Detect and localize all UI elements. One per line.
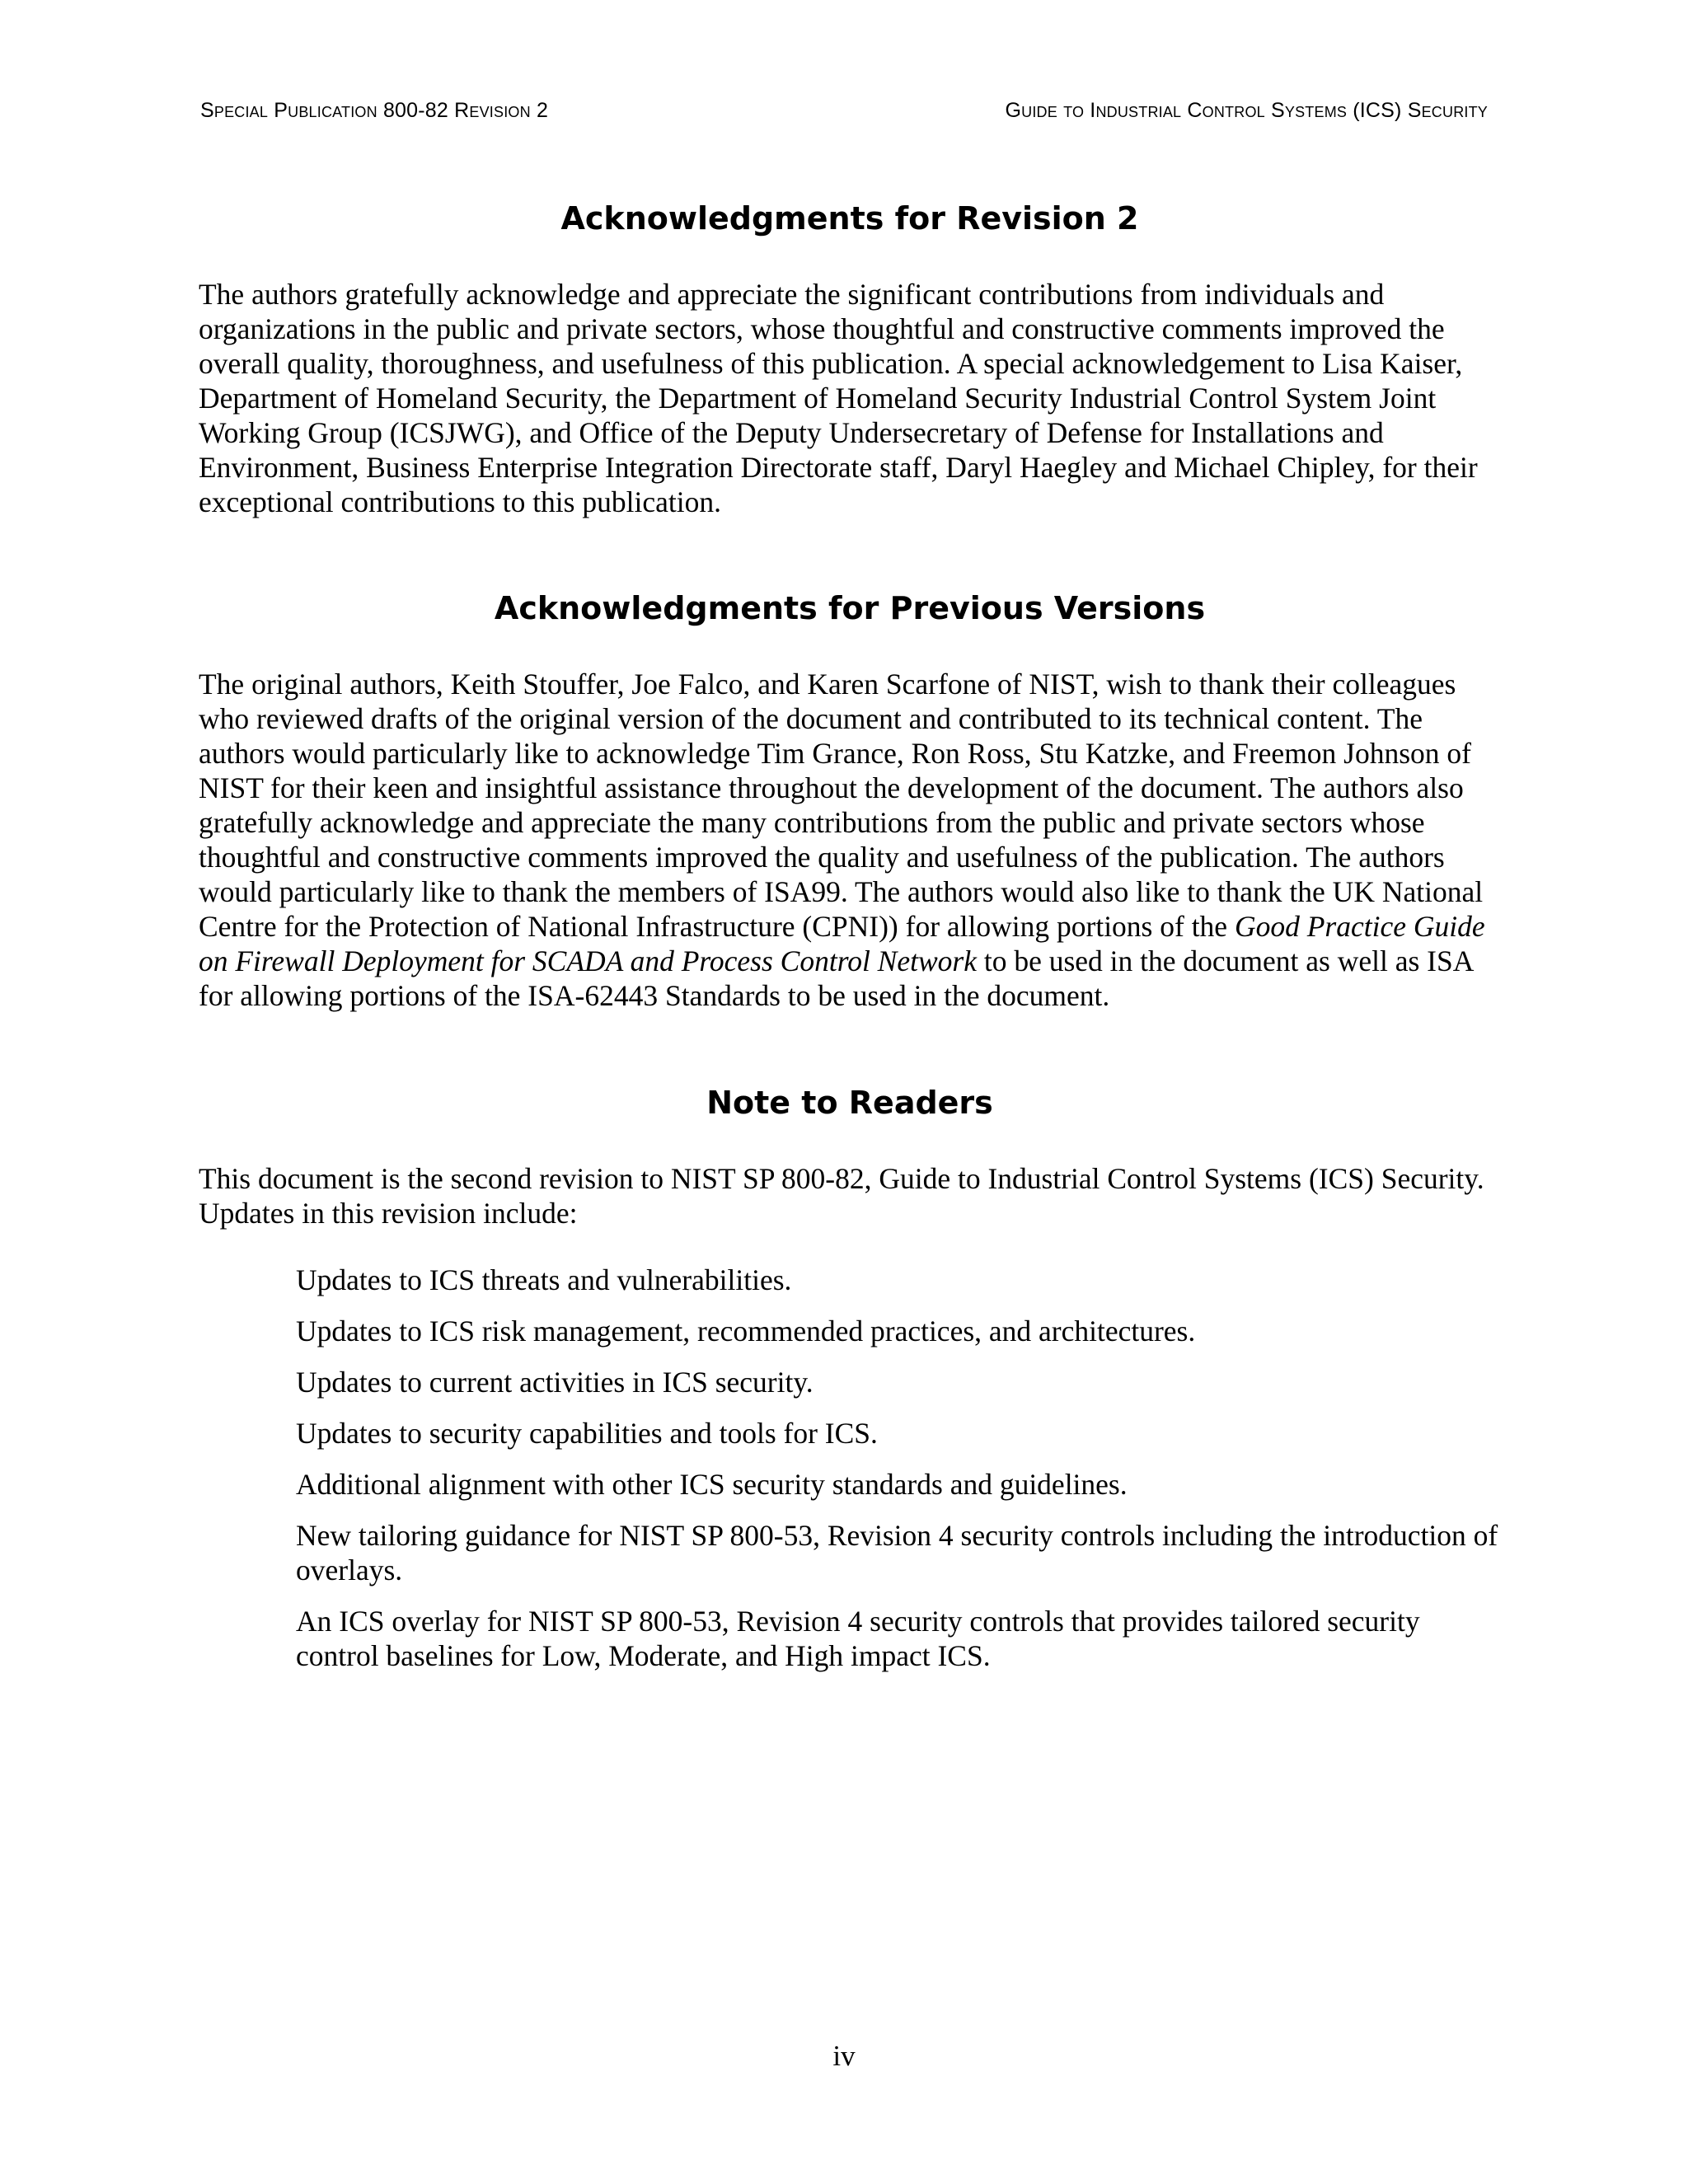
paragraph-acknowledgments-previous-versions [199, 667, 1501, 1013]
previous-text-start: The original authors, Keith Stouffer, Joe Falco, and Karen Scarfone of NIST, wish to thank their colleagues who reviewed drafts of the original version of the document and contributed to its technical content. The authors would particularly like to acknowledge Tim Grance, Ron Ross, Stu Katzke, and Freemon Johnson of NIST for their keen and insightful assistance throughout the development of the document. The authors also gratefully acknowledge and appreciate the many contributions from the public and private sectors whose thoughtful and constructive comments improved the quality and usefulness of the publication. The authors would particularly like to thank the members of ISA99. The authors would also like to thank the UK National Centre for the Protection of National Infrastructure (CPNI)) for allowing portions of the [199, 668, 1484, 943]
paragraph-note-intro: This document is the second revision to NIST SP 800-82, Guide to Industrial Control Systems (ICS) Security. Updates in this revision include: [199, 1162, 1484, 1230]
running-header [200, 99, 1488, 132]
previous-text-end: to be used in the document as well as ISA for allowing portions of the ISA-62443 Standards to be used in the document. [199, 944, 1473, 1012]
header-publication-title: Special Publication 800-82 Revision 2 [200, 99, 549, 122]
list-item: An ICS overlay for NIST SP 800-53, Revision 4 security controls that provides tailored security control baselines for Low, Moderate, and High impact ICS. [296, 1605, 1420, 1672]
paragraph-acknowledgments-revision-2: The authors gratefully acknowledge and appreciate the significant contributions from individuals and organizations in the public and private sectors, whose thoughtful and constructive comments improved the overall quality, thoroughness, and usefulness of this publication. A special acknowledgement to Lisa Kaiser, Department of Homeland Security, the Department of Homeland Security Industrial Control System Joint Working Group (ICSJWG), and Office of the Deputy Undersecretary of Defense for Installations and Environment, Business Enterprise Integration Directorate staff, Daryl Haegley and Michael Chipley, for their exceptional contributions to this publication. [199, 278, 1478, 518]
list-item: Updates to security capabilities and tools for ICS. [296, 1417, 878, 1450]
list-item: Additional alignment with other ICS security standards and guidelines. [296, 1468, 1128, 1501]
page-number: iv [832, 2040, 856, 2072]
heading-note-to-readers: Note to Readers [706, 1085, 993, 1121]
header-document-title: Guide to Industrial Control Systems (ICS) Security [1005, 99, 1488, 122]
list-item: New tailoring guidance for NIST SP 800-53, Revision 4 security controls including the introduction of overlays. [296, 1519, 1498, 1586]
list-item: Updates to ICS threats and vulnerabilities. [296, 1263, 792, 1296]
updates-list [296, 1263, 1499, 1690]
list-item: Updates to current activities in ICS security. [296, 1366, 814, 1399]
heading-acknowledgments-previous-versions: Acknowledgments for Previous Versions [494, 590, 1206, 626]
italic-publication-title: Good Practice Guide on Firewall Deployment for SCADA and Process Control Network [199, 910, 1485, 977]
list-item: Updates to ICS risk management, recommended practices, and architectures. [296, 1315, 1196, 1347]
heading-acknowledgments-revision-2: Acknowledgments for Revision 2 [560, 200, 1139, 237]
